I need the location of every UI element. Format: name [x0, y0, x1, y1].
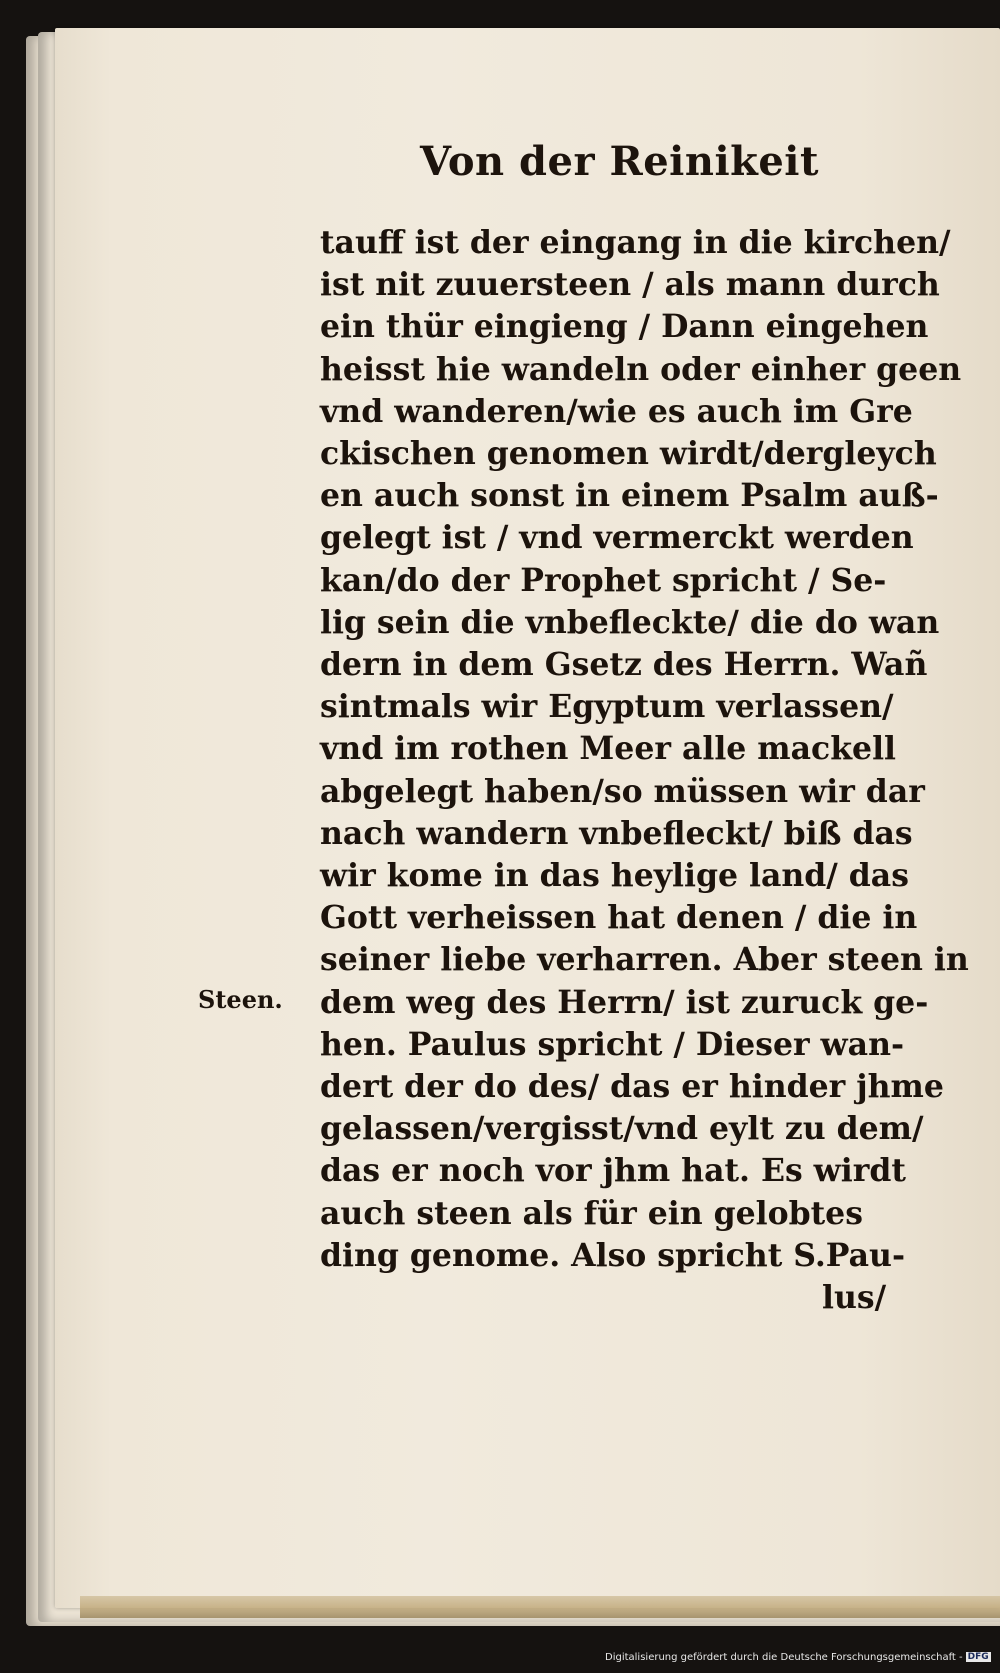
text-line: ein thür eingieng / Dann eingehen — [320, 308, 929, 346]
running-heading: Von der Reinikeit — [420, 138, 819, 185]
text-line: sintmals wir Egyptum verlassen/ — [320, 688, 894, 726]
text-line: vnd wanderen/wie es auch im Gre — [320, 392, 913, 430]
text-line: ding genome. Also spricht S.Pau- — [320, 1236, 906, 1274]
page-bottom-edge — [80, 1596, 1000, 1618]
text-line: vnd im rothen Meer alle mackell — [320, 730, 897, 768]
text-line: lus/ — [822, 1279, 887, 1317]
text-line: auch steen als für ein gelobtes — [320, 1194, 863, 1232]
text-line: das er noch vor jhm hat. Es wirdt — [320, 1152, 906, 1190]
text-line: tauff ist der eingang in die kirchen/ — [320, 224, 951, 261]
text-line: lig sein die vnbefleckte/ die do wan — [320, 603, 940, 641]
text-line: en auch sonst in einem Psalm auß- — [320, 477, 939, 515]
digitization-credit — [605, 1652, 991, 1663]
text-line: dert der do des/ das er hinder jhme — [320, 1068, 944, 1106]
text-line: gelassen/vergisst/vnd eylt zu dem/ — [320, 1110, 924, 1148]
text-line: hen. Paulus spricht / Dieser wan- — [320, 1025, 905, 1063]
marginal-note: Steen. — [198, 985, 283, 1014]
text-line: dem weg des Herrn/ ist zuruck ge- — [320, 983, 929, 1021]
text-line: gelegt ist / vnd vermerckt werden — [320, 519, 914, 557]
text-line: Gott verheissen hat denen / die in — [320, 899, 918, 937]
text-line: heisst hie wandeln oder einher geen — [320, 350, 962, 388]
dfg-logo: DFG — [967, 1652, 989, 1662]
text-line: dern in dem Gsetz des Herrn. Wañ — [320, 646, 928, 684]
text-line: nach wandern vnbefleckt/ biß das — [320, 814, 913, 852]
body-text — [320, 222, 969, 1319]
text-line: kan/do der Prophet spricht / Se- — [320, 561, 887, 599]
text-line: ckischen genomen wirdt/dergleych — [320, 435, 937, 473]
text-line: wir kome in das heylige land/ das — [320, 857, 909, 895]
text-line: seiner liebe verharren. Aber steen in — [320, 941, 969, 979]
text-line: ist nit zuuersteen / als mann durch — [320, 266, 940, 304]
credit-text: Digitalisierung gefördert durch die Deutsche Forschungsgemeinschaft - — [605, 1652, 963, 1663]
text-line: abgelegt haben/so müssen wir dar — [320, 772, 925, 810]
